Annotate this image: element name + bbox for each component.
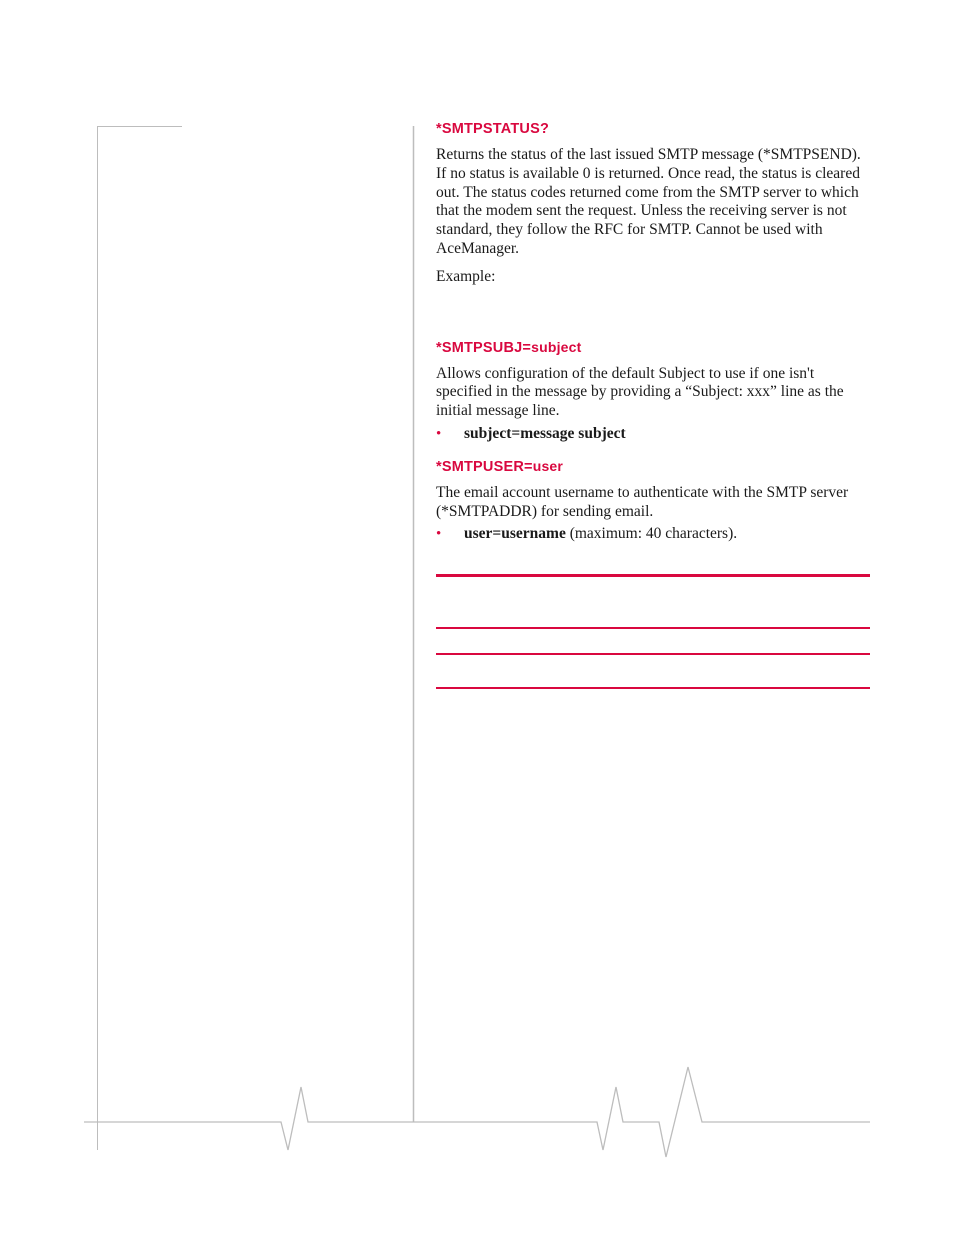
description-paragraph: Returns the status of the last issued SMTP message (*SMTPSEND). If no status is available 0 is returned. Once read, the status is cleared out. The status codes returned come from the SMTP server to which that the modem sent the request. Unless the receiving server is not standard, they follow the RFC for SMTP. Cannot be used with AceManager. bbox=[436, 146, 861, 257]
command-name: *SMTPUSER= bbox=[436, 458, 533, 475]
command-parameter: user bbox=[532, 457, 564, 474]
command-heading bbox=[436, 121, 870, 137]
table-row-rule bbox=[436, 653, 870, 655]
parameter-definition: subject=message subject bbox=[464, 424, 626, 442]
table-bottom-rule bbox=[436, 687, 870, 689]
bullet-icon: • bbox=[436, 425, 442, 442]
command-heading bbox=[436, 458, 870, 475]
parameter-note: (maximum: 40 characters). bbox=[565, 525, 738, 543]
description-paragraph: Allows configuration of the default Subject to use if one isn't specified in the message by providing a “Subject: xxx” line as the initial message line. bbox=[436, 364, 844, 420]
section-smtpstatus bbox=[436, 121, 870, 287]
bullet-icon: • bbox=[436, 526, 442, 543]
example-label: Example: bbox=[436, 267, 496, 285]
footer-wave-line bbox=[84, 1067, 870, 1157]
parameter-bullet bbox=[436, 525, 870, 544]
table-top-rule bbox=[436, 574, 870, 577]
section-smtpuser bbox=[436, 458, 870, 544]
section-smtpsubj bbox=[436, 339, 870, 444]
parameter-definition: user=username bbox=[464, 525, 566, 543]
command-heading bbox=[436, 339, 870, 356]
command-name: *SMTPSTATUS? bbox=[436, 121, 550, 137]
parameter-bullet bbox=[436, 425, 870, 444]
table-header-rule bbox=[436, 627, 870, 629]
command-parameter: subject bbox=[531, 338, 582, 355]
description-paragraph: The email account username to authenticate with the SMTP server (*SMTPADDR) for sending email. bbox=[436, 483, 849, 520]
command-name: *SMTPSUBJ= bbox=[436, 339, 532, 356]
main-content bbox=[436, 121, 870, 558]
